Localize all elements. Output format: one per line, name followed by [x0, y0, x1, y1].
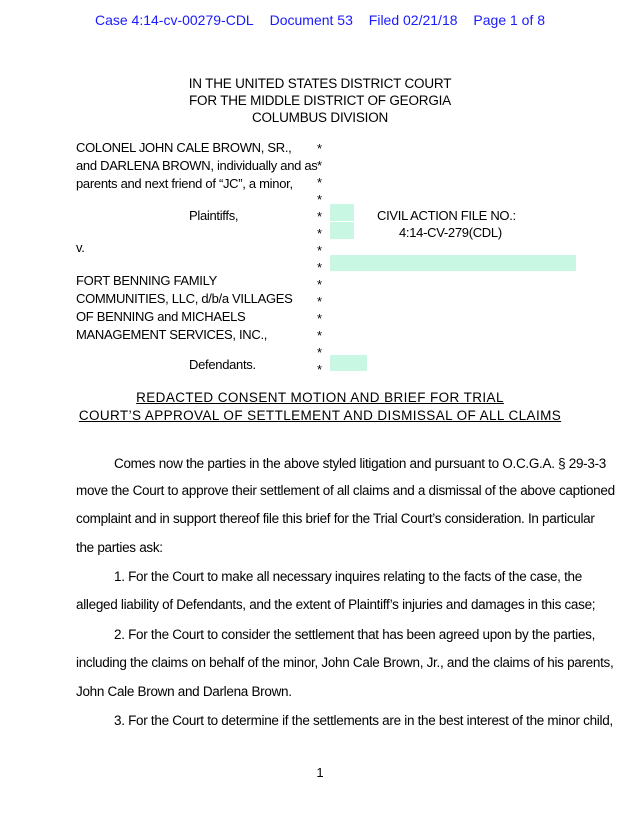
- item-1-line2: alleged liability of Defendants, and the extent of Plaintiff’s injuries and damages in this case;: [76, 597, 596, 612]
- redaction-highlight: [330, 222, 354, 239]
- caption-star: *: [317, 209, 323, 224]
- page-number: 1: [316, 765, 324, 780]
- defendants-label: Defendants.: [189, 357, 256, 372]
- plaintiffs-label: Plaintiffs,: [189, 208, 239, 223]
- caption-star: *: [317, 141, 323, 156]
- caption-star: *: [317, 260, 323, 275]
- caption-star: *: [317, 226, 323, 241]
- caption-star: *: [317, 277, 323, 292]
- caption-star: *: [317, 362, 323, 377]
- redaction-highlight: [330, 255, 576, 271]
- plaintiffs-line3: parents and next friend of “JC”, a minor,: [76, 176, 293, 191]
- defendants-line1: FORT BENNING FAMILY: [76, 273, 217, 288]
- paragraph-1-line2: move the Court to approve their settlement of all claims and a dismissal of the above captioned: [76, 483, 615, 498]
- filed-date: Filed 02/21/18: [368, 12, 458, 28]
- plaintiffs-line1: COLONEL JOHN CALE BROWN, SR.,: [76, 140, 292, 155]
- ecf-header: [0, 12, 640, 28]
- item-2-line2: including the claims on behalf of the minor, John Cale Brown, Jr., and the claims of his parents,: [76, 655, 614, 670]
- caption-star: *: [317, 311, 323, 326]
- page-indicator: Page 1 of 8: [473, 12, 546, 28]
- document-number: Document 53: [269, 12, 353, 28]
- court-heading-line1: IN THE UNITED STATES DISTRICT COURT: [188, 76, 452, 91]
- court-heading-line2: FOR THE MIDDLE DISTRICT OF GEORGIA: [189, 93, 451, 108]
- motion-title-line2: COURT’S APPROVAL OF SETTLEMENT AND DISMISSAL OF ALL CLAIMS: [78, 408, 562, 423]
- civil-action-number: 4:14-CV-279(CDL): [399, 225, 502, 240]
- caption-star: *: [317, 243, 323, 258]
- redaction-highlight: [330, 355, 367, 371]
- civil-action-label: CIVIL ACTION FILE NO.:: [377, 208, 516, 223]
- versus: v.: [76, 240, 85, 255]
- paragraph-1-line3: complaint and in support thereof file this brief for the Trial Court’s consideration. In particular: [76, 511, 595, 526]
- case-number: Case 4:14-cv-00279-CDL: [94, 12, 254, 28]
- paragraph-1-line4: the parties ask:: [76, 540, 163, 555]
- item-1-line1: 1. For the Court to make all necessary inquires relating to the facts of the case, the: [114, 569, 582, 584]
- caption-star: *: [317, 158, 323, 173]
- item-2-line3: John Cale Brown and Darlena Brown.: [76, 684, 292, 699]
- caption-star: *: [317, 328, 323, 343]
- defendants-line3: OF BENNING and MICHAELS: [76, 309, 246, 324]
- court-heading-line3: COLUMBUS DIVISION: [251, 110, 389, 125]
- caption-star: *: [317, 345, 323, 360]
- caption-star: *: [317, 175, 323, 190]
- redaction-highlight: [330, 204, 354, 221]
- defendants-line4: MANAGEMENT SERVICES, INC.,: [76, 327, 268, 342]
- item-2-line1: 2. For the Court to consider the settlement that has been agreed upon by the parties,: [114, 627, 596, 642]
- caption-star: *: [317, 192, 323, 207]
- caption-star: *: [317, 294, 323, 309]
- paragraph-1-line1: Comes now the parties in the above styled litigation and pursuant to O.C.G.A. § 29-3-3: [114, 456, 606, 471]
- defendants-line2: COMMUNITIES, LLC, d/b/a VILLAGES: [76, 291, 293, 306]
- motion-title-line1: REDACTED CONSENT MOTION AND BRIEF FOR TRIAL: [136, 390, 504, 405]
- plaintiffs-line2: and DARLENA BROWN, individually and as: [76, 158, 318, 173]
- item-3-line1: 3. For the Court to determine if the settlements are in the best interest of the minor child,: [114, 713, 613, 728]
